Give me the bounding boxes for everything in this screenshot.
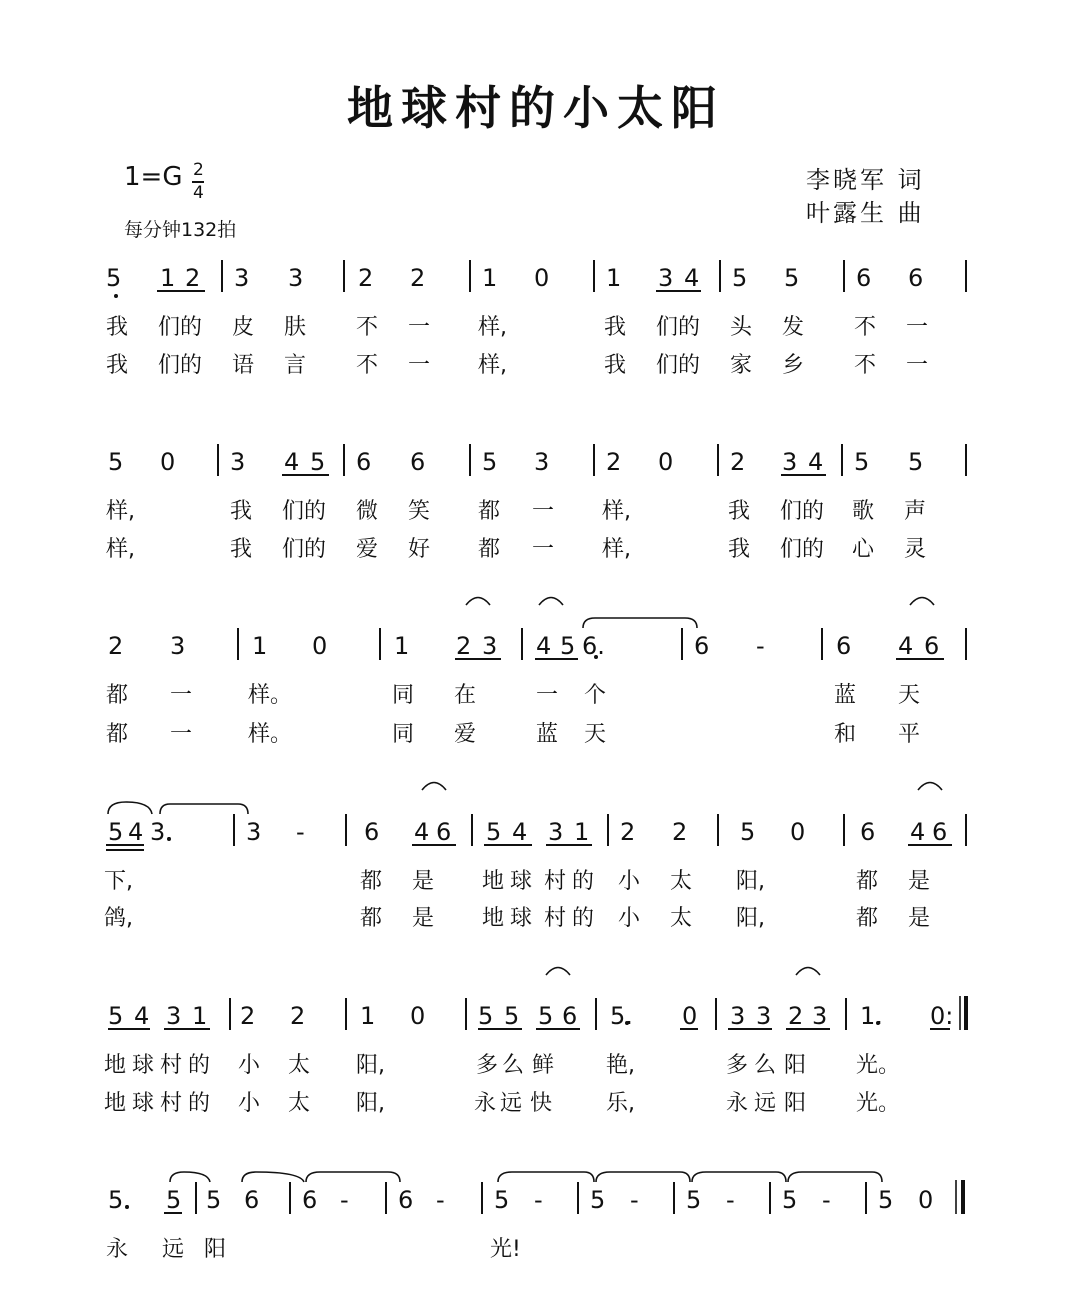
note: - — [340, 1186, 349, 1214]
lyric: 们的 — [282, 499, 327, 524]
note: 4 — [808, 448, 824, 476]
lyric: 家 — [730, 353, 753, 378]
lyricist-credit: 李晓军 词 — [806, 166, 925, 194]
note: 4 — [684, 264, 700, 292]
lyric: 同 — [392, 722, 415, 747]
note: 3 — [658, 264, 674, 292]
note: 1. — [860, 1002, 883, 1030]
time-signature-top: 2 — [193, 160, 204, 180]
note: 5 — [206, 1186, 222, 1214]
key-signature: 1=G — [124, 162, 183, 192]
note: 5. — [108, 1186, 131, 1214]
lyric: 一 — [408, 353, 431, 378]
lyric: 我 — [230, 537, 253, 562]
note: 1 — [192, 1002, 208, 1030]
system-5 — [104, 1002, 953, 1116]
lyric: 都 — [856, 906, 879, 931]
lyric: 阳, — [736, 869, 765, 894]
lyric: 的 — [188, 1053, 211, 1078]
lyric: 都 — [478, 499, 501, 524]
lyric: 村 — [160, 1053, 183, 1078]
lyric: 样, — [106, 499, 135, 524]
note: 3. — [150, 818, 173, 846]
note: 1 — [574, 818, 590, 846]
note: 0 — [918, 1186, 934, 1214]
note: 3 — [548, 818, 564, 846]
lyric: 我 — [728, 537, 751, 562]
note: 4 — [910, 818, 926, 846]
note: 3 — [288, 264, 304, 292]
note: 2 — [620, 818, 636, 846]
lyric: 光! — [490, 1237, 521, 1262]
lyric: 们的 — [780, 537, 825, 562]
note: 5 — [560, 632, 576, 660]
note: 5 — [784, 264, 800, 292]
note: 5 — [106, 264, 122, 292]
song-title: 地球村的小太阳 — [347, 81, 725, 135]
lyric: 村 — [544, 869, 567, 894]
note: 3 — [730, 1002, 746, 1030]
note: - — [756, 632, 765, 660]
lyric: 发 — [782, 315, 805, 340]
system-2 — [106, 448, 926, 562]
note: - — [296, 818, 305, 846]
note: 4 — [414, 818, 430, 846]
lyric: 球 — [510, 906, 533, 931]
note: 5 — [878, 1186, 894, 1214]
lyric: 同 — [392, 683, 415, 708]
lyric: 我 — [106, 353, 129, 378]
note: 3 — [782, 448, 798, 476]
note: 6 — [356, 448, 372, 476]
time-signature-bottom: 4 — [193, 183, 204, 203]
lyric: 天 — [584, 722, 607, 747]
note: 1 — [606, 264, 622, 292]
note: 3 — [246, 818, 262, 846]
note: 3 — [756, 1002, 772, 1030]
lyric: 地 — [104, 1091, 127, 1116]
tempo-marking: 每分钟132拍 — [124, 219, 237, 241]
lyric: 阳, — [356, 1091, 385, 1116]
note: 2 — [456, 632, 472, 660]
lyric: 样。 — [248, 722, 293, 747]
lyric: 言 — [284, 353, 307, 378]
note: 6 — [908, 264, 924, 292]
lyric: 个 — [584, 683, 607, 708]
note: 6 — [244, 1186, 260, 1214]
note: 5 — [108, 818, 124, 846]
note: 2 — [290, 1002, 306, 1030]
note: 6 — [856, 264, 872, 292]
lyric: 天 — [898, 683, 921, 708]
lyric: 蓝 — [536, 722, 559, 747]
lyric: 永 — [106, 1237, 129, 1262]
lyric: 都 — [478, 537, 501, 562]
lyric: 太 — [670, 869, 693, 894]
note: 0 — [534, 264, 550, 292]
lyric: 阳 — [784, 1053, 807, 1078]
lyric: 鲜 — [532, 1053, 555, 1078]
note: 3 — [230, 448, 246, 476]
note: 0 — [312, 632, 328, 660]
lyric: 样, — [106, 537, 135, 562]
note: 4 — [128, 818, 144, 846]
note: 6 — [410, 448, 426, 476]
note: 6 — [436, 818, 452, 846]
lyric: 是 — [908, 906, 931, 931]
lyric: 地 — [104, 1053, 127, 1078]
note: 6 — [924, 632, 940, 660]
note: 4 — [536, 632, 552, 660]
lyric: 一 — [536, 683, 559, 708]
lyric: 爱 — [356, 537, 379, 562]
note: 1 — [252, 632, 268, 660]
note: 0 — [160, 448, 176, 476]
lyric: 心 — [852, 537, 875, 562]
lyric: 么 — [754, 1053, 777, 1078]
note: 2 — [606, 448, 622, 476]
note: 5 — [504, 1002, 520, 1030]
note: 1 — [160, 264, 176, 292]
note: 3 — [234, 264, 250, 292]
lyric: 我 — [106, 315, 129, 340]
lyric: 都 — [106, 722, 129, 747]
lyric: 蓝 — [834, 683, 857, 708]
lyric: 不 — [854, 315, 877, 340]
note: 5 — [108, 448, 124, 476]
note: 3 — [166, 1002, 182, 1030]
lyric: 太 — [288, 1053, 311, 1078]
note: 2 — [788, 1002, 804, 1030]
note: 5 — [740, 818, 756, 846]
lyric: 太 — [288, 1091, 311, 1116]
lyric: 地 — [482, 906, 505, 931]
lyric: 微 — [356, 499, 379, 524]
note: 5 — [854, 448, 870, 476]
lyric: 好 — [408, 537, 431, 562]
note: 2 — [730, 448, 746, 476]
note: 6 — [562, 1002, 578, 1030]
lyric: 头 — [730, 315, 753, 340]
lyric: 多 — [476, 1053, 499, 1078]
lyric: 爱 — [454, 722, 477, 747]
lyric: 在 — [454, 683, 477, 708]
note: 2 — [672, 818, 688, 846]
lyric: 不 — [356, 353, 379, 378]
lyric: 们的 — [780, 499, 825, 524]
lyric: 都 — [360, 869, 383, 894]
lyric: 小 — [238, 1053, 261, 1078]
note: 6 — [932, 818, 948, 846]
note: 5. — [610, 1002, 633, 1030]
note: 3 — [812, 1002, 828, 1030]
lyric: 的 — [188, 1091, 211, 1116]
note: 6 — [836, 632, 852, 660]
lyric: 艳, — [606, 1053, 635, 1078]
lyric: 下, — [104, 869, 133, 894]
lyric: 地 — [482, 869, 505, 894]
note: 5 — [486, 818, 502, 846]
lyric: 小 — [238, 1091, 261, 1116]
lyric: 一 — [170, 722, 193, 747]
note: 6 — [860, 818, 876, 846]
lyric: 都 — [856, 869, 879, 894]
note: 3 — [482, 632, 498, 660]
note: 5 — [108, 1002, 124, 1030]
lyric: 的 — [572, 869, 595, 894]
lyric: 皮 — [232, 315, 255, 340]
lyric: 我 — [728, 499, 751, 524]
lyric: 小 — [618, 906, 641, 931]
lyric: 一 — [906, 315, 929, 340]
lyric: 鸽, — [104, 906, 133, 931]
lyric: 阳, — [736, 906, 765, 931]
system-1 — [106, 264, 928, 378]
lyric: 一 — [408, 315, 431, 340]
lyric: 永 — [726, 1091, 749, 1116]
lyric: 和 — [834, 722, 857, 747]
lyric: 太 — [670, 906, 693, 931]
note: 4 — [512, 818, 528, 846]
lyric: 样, — [602, 537, 631, 562]
lyric: 们的 — [158, 315, 203, 340]
lyric: 远 — [500, 1091, 523, 1116]
note: 2 — [240, 1002, 256, 1030]
lyric: 球 — [132, 1091, 155, 1116]
lyric: 是 — [412, 869, 435, 894]
note: 5 — [538, 1002, 554, 1030]
lyric: 歌 — [852, 499, 875, 524]
note: 1 — [360, 1002, 376, 1030]
note: - — [822, 1186, 831, 1214]
lyric: 是 — [412, 906, 435, 931]
lyric: 是 — [908, 869, 931, 894]
lyric: 我 — [230, 499, 253, 524]
lyric: 一 — [532, 537, 555, 562]
lyric: 们的 — [158, 353, 203, 378]
note: - — [630, 1186, 639, 1214]
note: 2 — [108, 632, 124, 660]
lyric: 都 — [106, 683, 129, 708]
note: 6 — [694, 632, 710, 660]
lyric: 光。 — [856, 1053, 901, 1078]
lyric: 远 — [162, 1237, 185, 1262]
system-6 — [106, 1186, 933, 1262]
note: 2 — [358, 264, 374, 292]
lyric: 不 — [356, 315, 379, 340]
lyric: 多 — [726, 1053, 749, 1078]
lyric: 们的 — [656, 353, 701, 378]
note: 5 — [908, 448, 924, 476]
lyric: 村 — [544, 906, 567, 931]
lyric: 一 — [906, 353, 929, 378]
note: 5 — [482, 448, 498, 476]
note: 4 — [134, 1002, 150, 1030]
note: 5 — [310, 448, 326, 476]
lyric: 的 — [572, 906, 595, 931]
lyric: 球 — [132, 1053, 155, 1078]
lyric: 光。 — [856, 1091, 901, 1116]
lyric: 一 — [532, 499, 555, 524]
note: 4 — [898, 632, 914, 660]
lyric: 么 — [502, 1053, 525, 1078]
system-4 — [104, 818, 947, 931]
note: 5 — [166, 1186, 182, 1214]
lyric: 样, — [478, 353, 507, 378]
lyric: 乐, — [606, 1091, 635, 1116]
lyric: 灵 — [904, 537, 927, 562]
lyric: 阳 — [204, 1237, 227, 1262]
note: 5 — [782, 1186, 798, 1214]
lyric: 声 — [904, 499, 927, 524]
lyric: 肤 — [284, 315, 307, 340]
note: 0 — [658, 448, 674, 476]
composer-credit: 叶露生 曲 — [806, 199, 925, 227]
note: 1 — [394, 632, 410, 660]
note: 6. — [582, 632, 605, 660]
lyric: 小 — [618, 869, 641, 894]
lyric: 语 — [232, 353, 255, 378]
note: 3 — [170, 632, 186, 660]
note: 5 — [494, 1186, 510, 1214]
lyric: 不 — [854, 353, 877, 378]
note: 4 — [284, 448, 300, 476]
lyric: 乡 — [782, 353, 805, 378]
note: 0 — [682, 1002, 698, 1030]
lyric: 一 — [170, 683, 193, 708]
note: 5 — [590, 1186, 606, 1214]
note: 0: — [930, 1002, 954, 1030]
note: 6 — [302, 1186, 318, 1214]
note: 2 — [410, 264, 426, 292]
lyric: 阳 — [784, 1091, 807, 1116]
lyric: 们的 — [282, 537, 327, 562]
lyric: 样, — [478, 315, 507, 340]
note: 0 — [410, 1002, 426, 1030]
lyric: 村 — [160, 1091, 183, 1116]
lyric: 我 — [604, 353, 627, 378]
lyric: 都 — [360, 906, 383, 931]
note: 5 — [732, 264, 748, 292]
lyric: 远 — [754, 1091, 777, 1116]
lyric: 我 — [604, 315, 627, 340]
note: - — [436, 1186, 445, 1214]
lyric: 永 — [474, 1091, 497, 1116]
lyric: 们的 — [656, 315, 701, 340]
note: 5 — [686, 1186, 702, 1214]
note: 6 — [398, 1186, 414, 1214]
note: - — [534, 1186, 543, 1214]
note: 3 — [534, 448, 550, 476]
lyric: 球 — [510, 869, 533, 894]
lyric: 笑 — [408, 499, 431, 524]
lyric: 平 — [898, 722, 921, 747]
note: - — [726, 1186, 735, 1214]
lyric: 样。 — [248, 683, 293, 708]
lyric: 阳, — [356, 1053, 385, 1078]
note: 5 — [478, 1002, 494, 1030]
note: 0 — [790, 818, 806, 846]
lyric: 样, — [602, 499, 631, 524]
lyric: 快 — [530, 1091, 553, 1116]
note: 2 — [185, 264, 201, 292]
note: 6 — [364, 818, 380, 846]
note: 1 — [482, 264, 498, 292]
